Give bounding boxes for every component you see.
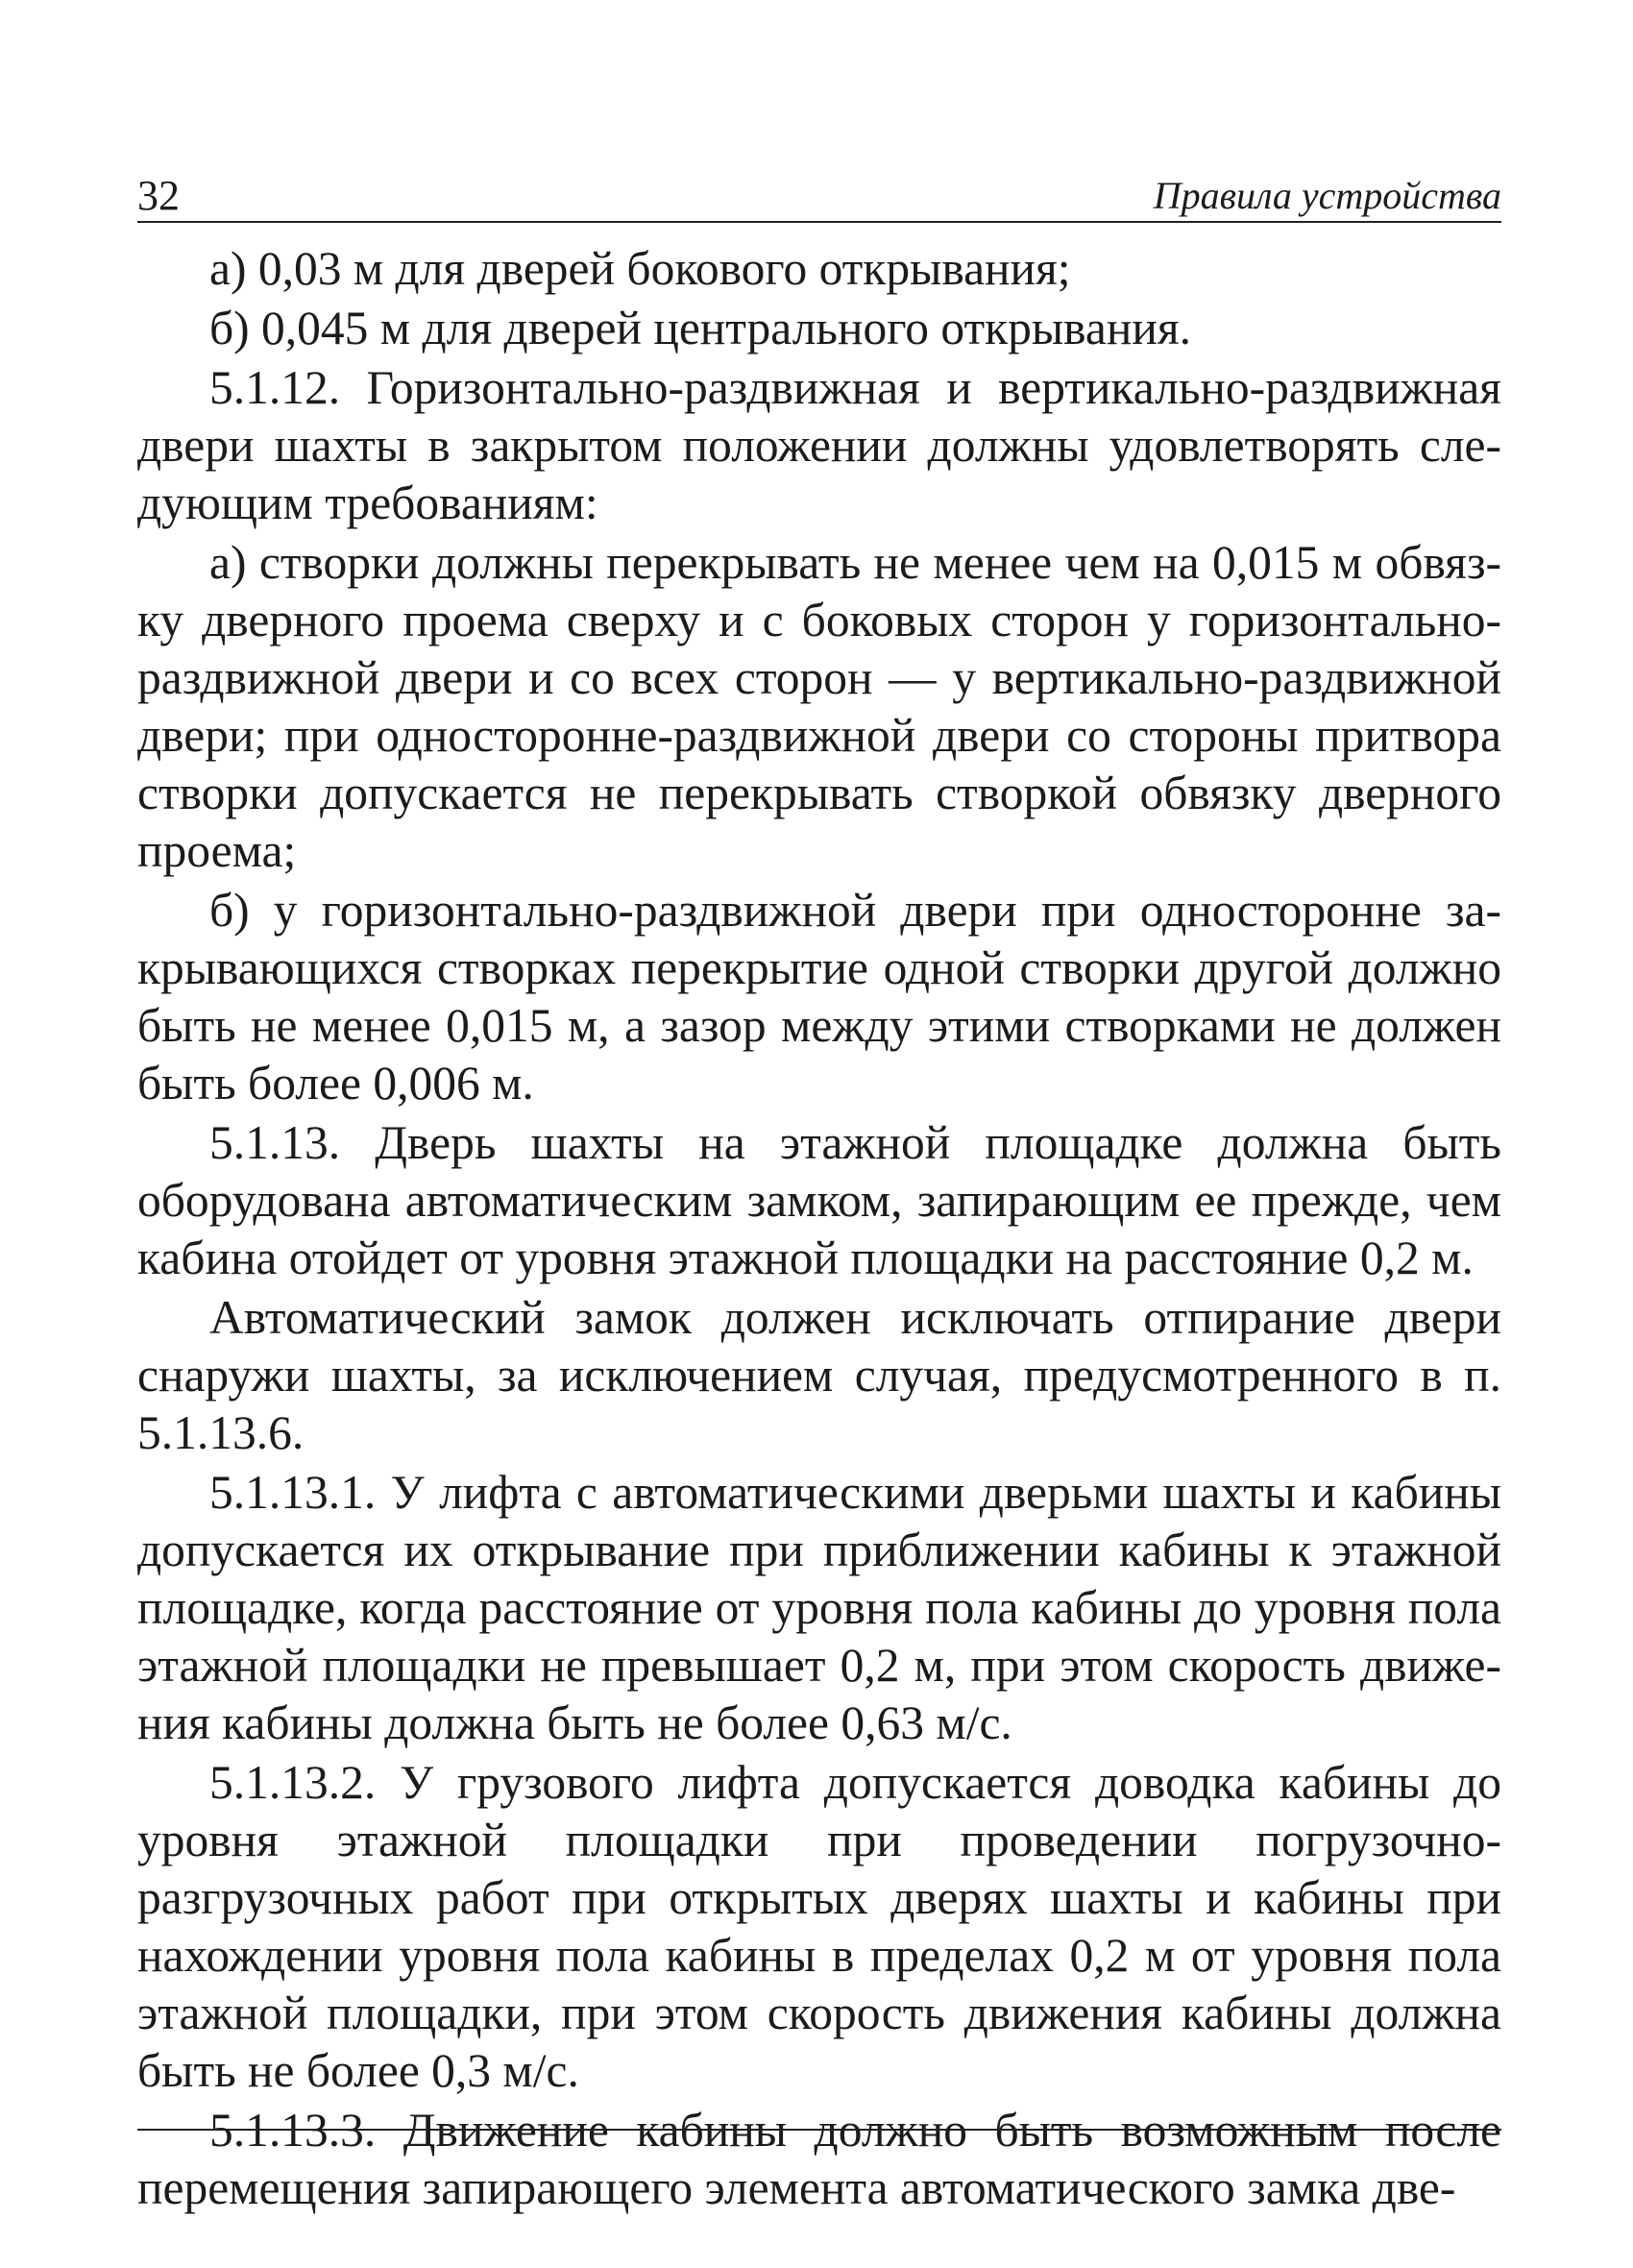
paragraph-5-1-13-2: 5.1.13.2. У грузового лифта допускается доводка кабины до уровня этажной площадки при проведении погрузочно-разгрузочных работ при открытых дверях шахты и кабины при нахождении уровня пола кабины в пределах 0,2 м от уровня пола этажной площадки, при этом скорость движения кабины должна быть не более 0,3 м/с.: [137, 1756, 1501, 2097]
paragraph-5-1-12: 5.1.12. Горизонтально-раздвижная и вертикально-раздвижная двери шахты в закрытом положении должны удовлетворять следующим требованиям:: [137, 361, 1501, 529]
paragraph-5-1-12-item-a: а) створки должны перекрывать не менее чем на 0,015 м обвязку дверного проема сверху и с боковых сторон у горизонтально-раздвижной двери и со всех сторон — у вертикально-раздвижной двери; при односторонне-раздвижной двери со стороны притвора створки допускается не перекрывать створкой обвязку дверного проема;: [137, 536, 1501, 877]
paragraph-list-item-b-center: б) 0,045 м для дверей центрального открывания.: [209, 302, 1192, 354]
paragraph-5-1-12-item-b: б) у горизонтально-раздвижной двери при односторонне закрывающихся створках перекрытие одной створки другой должно быть не менее 0,015 м, а зазор между этими створками не должен быть более 0,006 м.: [137, 884, 1501, 1110]
paragraph-automatic-lock: Автоматический замок должен исключать отпирание двери снаружи шахты, за исключением случая, предусмотренного в п. 5.1.13.6.: [137, 1291, 1501, 1459]
paragraph-list-item-a-side: а) 0,03 м для дверей бокового открывания;: [209, 242, 1071, 295]
running-head: Правила устройства: [1153, 174, 1501, 217]
paragraph-5-1-13-3: 5.1.13.3. Движение кабины должно быть возможным после перемещения запирающего элемента автоматического замка две-: [137, 2104, 1501, 2214]
footer-rule: [137, 2129, 1501, 2131]
paragraph-5-1-13-1: 5.1.13.1. У лифта с автоматическими дверьми шахты и кабины допускается их открывание при приближении кабины к этажной площадке, когда расстояние от уровня пола кабины до уровня пола этажной площадки не превышает 0,2 м, при этом скорость движения кабины должна быть не более 0,63 м/с.: [137, 1466, 1501, 1749]
paragraph-5-1-13: 5.1.13. Дверь шахты на этажной площадке должна быть оборудована автоматическим замком, запирающим ее прежде, чем кабина отойдет от уровня этажной площадки на расстояние 0,2 м.: [137, 1116, 1501, 1284]
body-text: [137, 240, 1501, 2219]
page-header: [137, 161, 1501, 223]
page-number: 32: [137, 172, 180, 219]
